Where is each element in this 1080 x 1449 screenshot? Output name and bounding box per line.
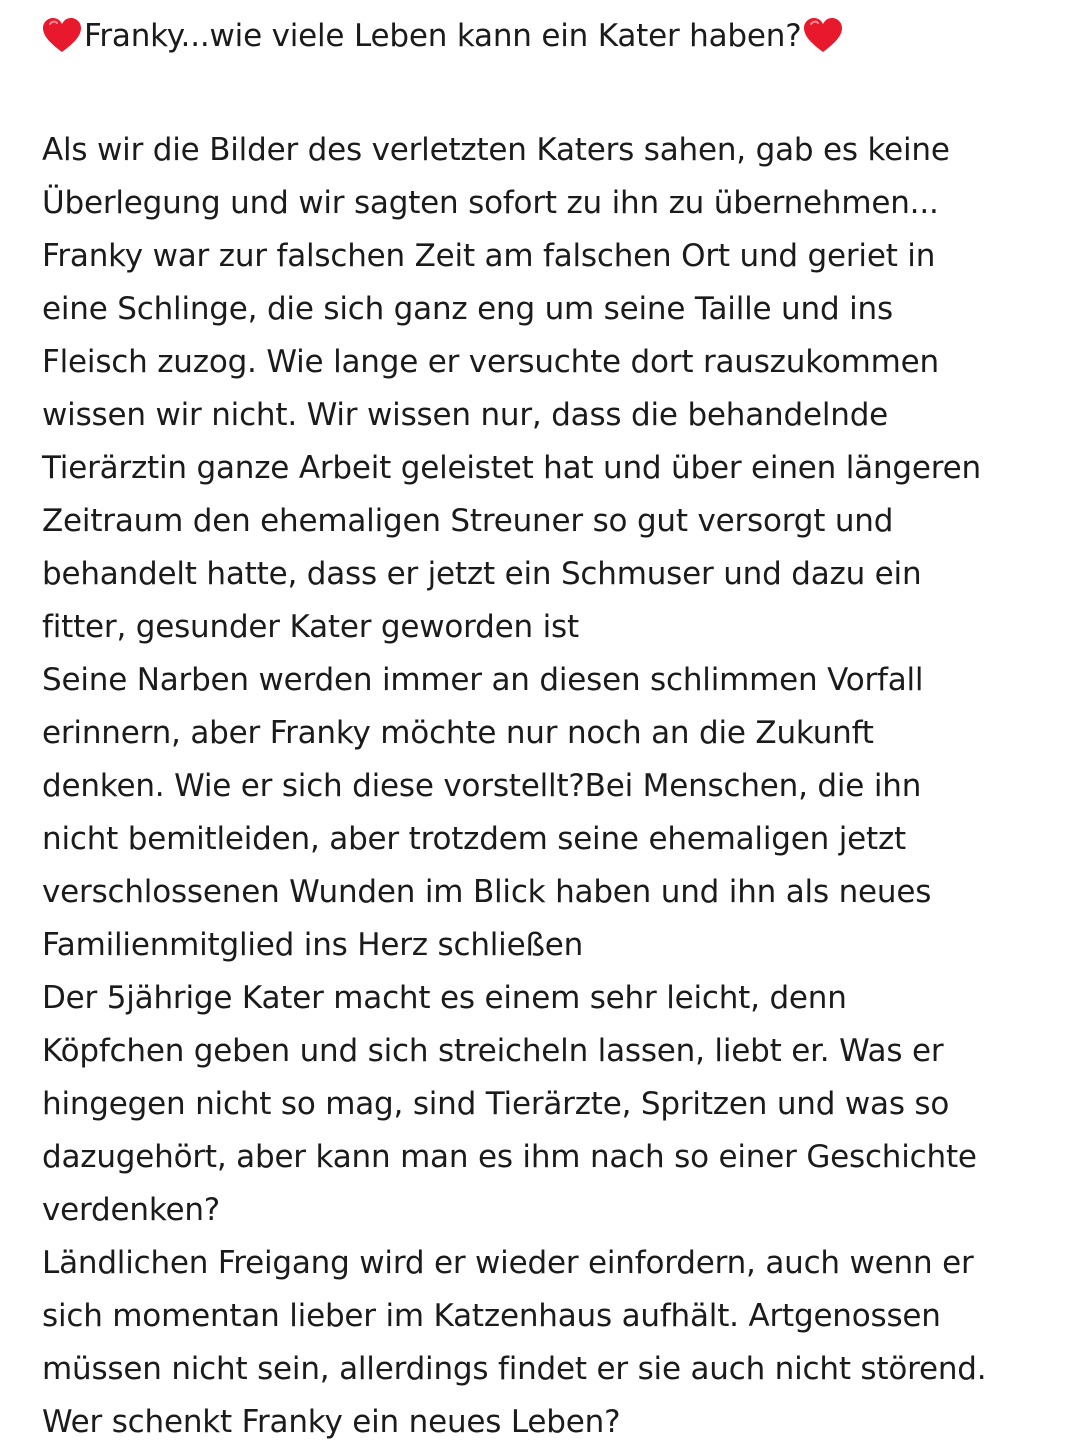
post-title-line <box>42 12 1052 60</box>
text-line: Köpfchen geben und sich streicheln lassen, liebt er. Was er <box>42 1033 944 1069</box>
text-line: Familienmitglied ins Herz schließen <box>42 927 584 963</box>
blank-line <box>42 60 1052 124</box>
red-heart-icon <box>803 16 843 56</box>
text-line: Überlegung und wir sagten sofort zu ihn zu übernehmen... <box>42 185 939 221</box>
post-title: Franky...wie viele Leben kann ein Kater haben? <box>84 18 802 54</box>
text-line: hingegen nicht so mag, sind Tierärzte, Spritzen und was so <box>42 1086 950 1122</box>
text-line: dazugehört, aber kann man es ihm nach so einer Geschichte <box>42 1139 977 1175</box>
text-line: denken. Wie er sich diese vorstellt?Bei Menschen, die ihn <box>42 768 922 804</box>
text-line: Franky war zur falschen Zeit am falschen Ort und geriet in <box>42 238 936 274</box>
text-line: erinnern, aber Franky möchte nur noch an die Zukunft <box>42 715 874 751</box>
text-line: Fleisch zuzog. Wie lange er versuchte dort rauszukommen <box>42 344 939 380</box>
text-line: nicht bemitleiden, aber trotzdem seine ehemaligen jetzt <box>42 821 906 857</box>
text-line: Wer schenkt Franky ein neues Leben? <box>42 1404 621 1440</box>
post-text <box>42 12 1052 1449</box>
text-line: wissen wir nicht. Wir wissen nur, dass die behandelnde <box>42 397 889 433</box>
text-line: müssen nicht sein, allerdings findet er sie auch nicht störend. <box>42 1351 987 1387</box>
text-line: Der 5jährige Kater macht es einem sehr leicht, denn <box>42 980 847 1016</box>
text-line: verdenken? <box>42 1192 221 1228</box>
text-line: Seine Narben werden immer an diesen schlimmen Vorfall <box>42 662 924 698</box>
text-line: Ländlichen Freigang wird er wieder einfordern, auch wenn er <box>42 1245 974 1281</box>
red-heart-icon <box>42 16 82 56</box>
text-line: behandelt hatte, dass er jetzt ein Schmuser und dazu ein <box>42 556 922 592</box>
text-line: Tierärztin ganze Arbeit geleistet hat und über einen längeren <box>42 450 981 486</box>
text-line: Zeitraum den ehemaligen Streuner so gut versorgt und <box>42 503 894 539</box>
text-line: Als wir die Bilder des verletzten Katers sahen, gab es keine <box>42 132 950 168</box>
text-line: sich momentan lieber im Katzenhaus aufhält. Artgenossen <box>42 1298 941 1334</box>
text-line: verschlossenen Wunden im Blick haben und ihn als neues <box>42 874 932 910</box>
text-line: eine Schlinge, die sich ganz eng um seine Taille und ins <box>42 291 893 327</box>
text-line: fitter, gesunder Kater geworden ist <box>42 609 579 645</box>
